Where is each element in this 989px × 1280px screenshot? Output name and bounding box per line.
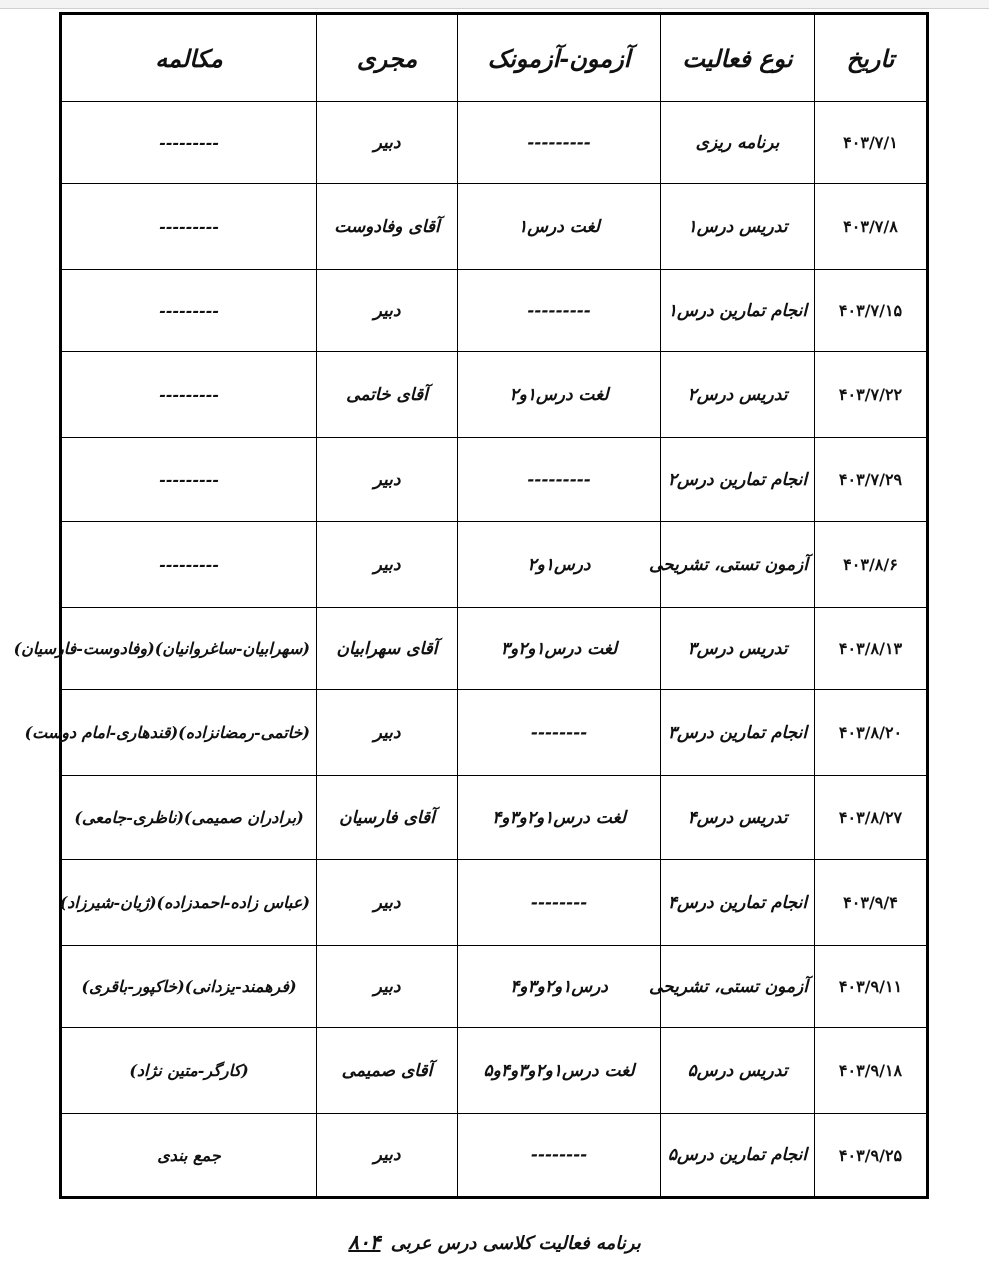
header-presenter: مجری <box>317 14 458 102</box>
cell-conversation: --------- <box>61 270 317 352</box>
cell-date: ۴۰۳/۹/۲۵ <box>815 1114 928 1198</box>
cell-conversation: --------- <box>61 352 317 438</box>
header-date: تاریخ <box>815 14 928 102</box>
cell-date: ۴۰۳/۷/۱۵ <box>815 270 928 352</box>
table-row <box>61 1028 928 1114</box>
cell-date: ۴۰۳/۷/۲۹ <box>815 438 928 522</box>
cell-activity: تدریس درس۴ <box>661 776 815 860</box>
cell-date: ۴۰۳/۸/۱۳ <box>815 608 928 690</box>
table-row <box>61 690 928 776</box>
cell-conversation: --------- <box>61 522 317 608</box>
table-row <box>61 352 928 438</box>
cell-activity: تدریس درس۵ <box>661 1028 815 1114</box>
cell-quiz: درس۱و۲ <box>458 522 661 608</box>
table-row <box>61 860 928 946</box>
cell-presenter: دبیر <box>317 270 458 352</box>
cell-quiz: -------- <box>458 1114 661 1198</box>
cell-presenter: دبیر <box>317 860 458 946</box>
table-row <box>61 1114 928 1198</box>
cell-activity: تدریس درس۱ <box>661 184 815 270</box>
cell-presenter: آقای وفادوست <box>317 184 458 270</box>
table-row <box>61 776 928 860</box>
cell-quiz: لغت درس۱و۲ <box>458 352 661 438</box>
table-row <box>61 184 928 270</box>
cell-conversation: --------- <box>61 184 317 270</box>
cell-quiz: --------- <box>458 270 661 352</box>
cell-conversation: (عباس زاده-احمدزاده)(ژیان-شیرزاد) <box>61 860 317 946</box>
class-number: ۸۰۴ <box>348 1230 381 1254</box>
cell-date: ۴۰۳/۸/۲۷ <box>815 776 928 860</box>
cell-presenter: آقای فارسیان <box>317 776 458 860</box>
cell-quiz: --------- <box>458 438 661 522</box>
table-row <box>61 270 928 352</box>
cell-presenter: دبیر <box>317 946 458 1028</box>
cell-activity: آزمون تستی، تشریحی <box>661 522 815 608</box>
cell-conversation: (کارگر-متین نژاد) <box>61 1028 317 1114</box>
top-strip <box>0 0 989 9</box>
cell-presenter: دبیر <box>317 522 458 608</box>
cell-presenter: دبیر <box>317 690 458 776</box>
cell-presenter: دبیر <box>317 438 458 522</box>
cell-activity: آزمون تستی، تشریحی <box>661 946 815 1028</box>
cell-conversation: (خاتمی-رمضانزاده)(قندهاری-امام دوست) <box>61 690 317 776</box>
table-row <box>61 608 928 690</box>
cell-activity: انجام تمارین درس۴ <box>661 860 815 946</box>
cell-date: ۴۰۳/۸/۶ <box>815 522 928 608</box>
header-row <box>61 14 928 102</box>
cell-quiz: درس۱و۲و۳و۴ <box>458 946 661 1028</box>
header-activity: نوع فعالیت <box>661 14 815 102</box>
cell-activity: انجام تمارین درس۱ <box>661 270 815 352</box>
cell-date: ۴۰۳/۷/۲۲ <box>815 352 928 438</box>
header-conversation: مکالمه <box>61 14 317 102</box>
cell-conversation: (فرهمند-یزدانی)(خاکپور-باقری) <box>61 946 317 1028</box>
cell-presenter: دبیر <box>317 1114 458 1198</box>
cell-quiz: لغت درس۱و۲و۳و۴و۵ <box>458 1028 661 1114</box>
cell-date: ۴۰۳/۷/۱ <box>815 102 928 184</box>
table-row <box>61 102 928 184</box>
cell-quiz: --------- <box>458 102 661 184</box>
cell-conversation: --------- <box>61 438 317 522</box>
cell-quiz: لغت درس۱و۲و۳ <box>458 608 661 690</box>
cell-date: ۴۰۳/۸/۲۰ <box>815 690 928 776</box>
cell-quiz: لغت درس۱و۲و۳و۴ <box>458 776 661 860</box>
class-schedule-table <box>13 12 929 1199</box>
cell-activity: تدریس درس۲ <box>661 352 815 438</box>
table-row <box>61 522 928 608</box>
cell-quiz: -------- <box>458 690 661 776</box>
cell-activity: تدریس درس۳ <box>661 608 815 690</box>
cell-date: ۴۰۳/۹/۱۱ <box>815 946 928 1028</box>
cell-quiz: لغت درس۱ <box>458 184 661 270</box>
cell-quiz: -------- <box>458 860 661 946</box>
caption-text: برنامه فعالیت کلاسی درس عربی <box>390 1233 641 1254</box>
cell-activity: برنامه ریزی <box>661 102 815 184</box>
cell-conversation: (برادران صمیمی)(ناظری-جامعی) <box>61 776 317 860</box>
cell-date: ۴۰۳/۹/۱۸ <box>815 1028 928 1114</box>
cell-date: ۴۰۳/۷/۸ <box>815 184 928 270</box>
cell-presenter: آقای خاتمی <box>317 352 458 438</box>
cell-presenter: دبیر <box>317 102 458 184</box>
cell-conversation: --------- <box>61 102 317 184</box>
header-quiz: آزمون-آزمونک <box>458 14 661 102</box>
cell-presenter: آقای صمیمی <box>317 1028 458 1114</box>
cell-activity: انجام تمارین درس۳ <box>661 690 815 776</box>
cell-activity: انجام تمارین درس۵ <box>661 1114 815 1198</box>
cell-conversation: جمع بندی <box>61 1114 317 1198</box>
table-row <box>61 438 928 522</box>
cell-presenter: آقای سهرابیان <box>317 608 458 690</box>
cell-date: ۴۰۳/۹/۴ <box>815 860 928 946</box>
cell-conversation: (سهرابیان-ساغروانیان)(وفادوست-فارسیان) <box>61 608 317 690</box>
document-caption <box>0 1230 989 1254</box>
table-row <box>61 946 928 1028</box>
cell-activity: انجام تمارین درس۲ <box>661 438 815 522</box>
